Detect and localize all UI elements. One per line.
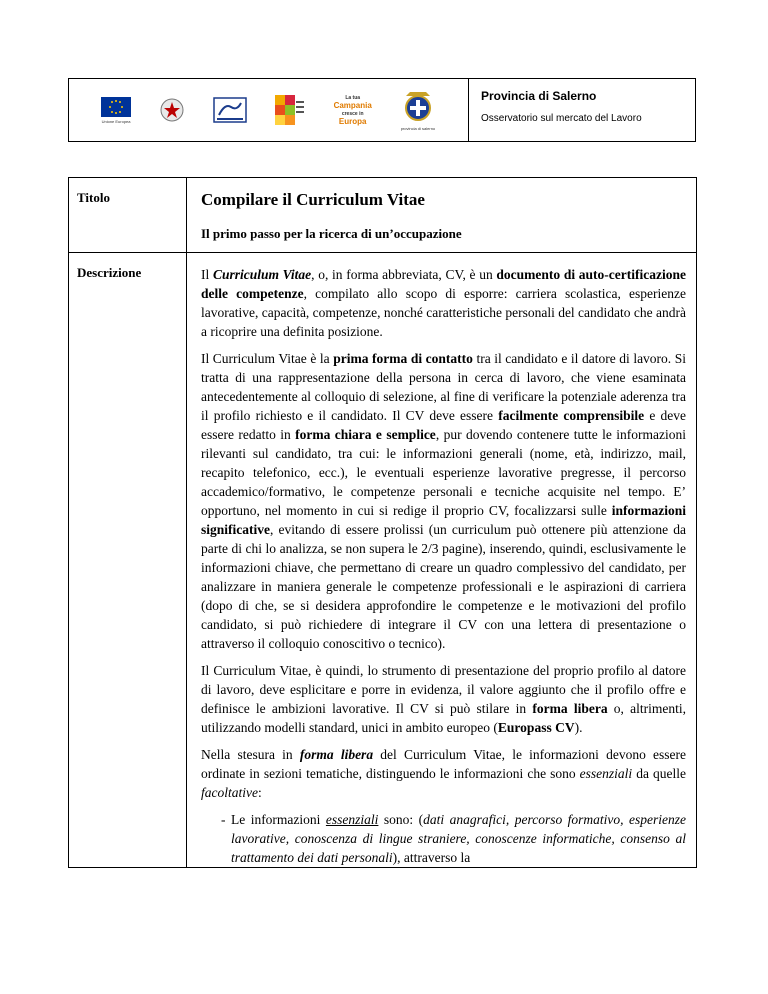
title-row [69,178,697,253]
description-row-label: Descrizione [69,253,187,868]
provincia-salerno-crest-logo [400,90,436,131]
text-span: , pur dovendo contenere tutte le informazioni rilevanti sul candidato, tra cui: le informazioni generali (nome, età, indirizzo, mail, recapito telefonico, ecc.), le eventuali esperienze lavorative pregresse, il percorso accademico/formativo, le competenze personali e tecniche acquisite nel tempo. E’ opportuno, nel momento in cui si redige il proprio CV, focalizzarsi sulle [201,427,686,518]
list-item [221,810,686,867]
text-span: , evitando di essere prolissi (un curriculum può ottenere più attenzione da parte di chi lo analizza, se non supera le 2/3 pagine), inserendo, quindi, esclusivamente le informazioni chiave, che permettano di creare un quadro complessivo del candidato, per analizzare in maniera generale le competenze professionali e le aspirazioni di carriera (dopo di che, se si desidera approfondire le competenze e le motivazioni del profilo candidato, si può richiedere di integrare il CV con una lettera di presentazione o attraverso il colloquio conoscitivo o tecnico). [201,522,686,651]
campania-europa-logo [334,94,372,126]
text-span: sono: ( [378,812,424,827]
text-span: o, altrimenti, utilizzando modelli standard, unici in ambito europeo ( [201,701,686,735]
emphasis-span: forma libera [299,747,374,762]
text-span: da quelle [632,766,686,781]
description-cell [187,253,697,868]
eu-flag-logo [101,97,131,124]
text-span: Il Curriculum Vitae, è quindi, lo strumento di presentazione del proprio profilo al datore di lavoro, deve esplicitare e porre in evidenza, il valore aggiunto che il profilo offre e definisce le ambizioni lavorative. Il CV si può stilare in [201,663,686,716]
title-cell [187,178,697,253]
bold-span: Europass CV [497,720,575,735]
paragraph-3 [201,661,686,737]
description-row [69,253,697,868]
text-span: Il [201,267,213,282]
paragraph-4 [201,745,686,802]
text-span: Il Curriculum Vitae è la [201,351,334,366]
text-span: ), attraverso la [392,850,471,865]
campania-logo-line4: Europa [338,117,367,126]
italic-span: essenziali [579,766,633,781]
fondo-sociale-europeo-logo [275,95,305,125]
paragraph-2 [201,349,686,653]
bold-span: informazioni significative [201,503,686,537]
italian-republic-emblem-logo [159,96,185,124]
bold-span: prima forma di contatto [333,351,473,366]
bold-span: documento di auto-certificazione delle competenze [201,267,686,301]
document-subtitle: Il primo passo per la ricerca di un’occupazione [201,226,462,241]
italic-span: facoltative [201,785,258,800]
bold-span: facilmente comprensibile [498,408,645,423]
content-table [68,177,697,868]
regione-campania-logo [213,97,247,123]
campania-logo-line3: cresce in [341,111,364,117]
essentials-list [201,810,686,867]
text-span: , compilato allo scopo di esporre: carriera scolastica, esperienze lavorative, capacità, competenze, nonché caratteristiche personali del candidato che andrà a ricoprire una definita posizione. [201,286,686,339]
text-span: : [257,785,262,800]
text-span: - Le informazioni [221,812,326,827]
italic-span: dati anagrafici, percorso formativo, esperienze lavorative, conoscenza di lingue straniere, conoscenze informatiche, consenso al trattamento dei dati personali [231,812,687,865]
campania-logo-line1: La tua [345,95,361,101]
document-header [68,78,696,144]
provincia-box [469,78,696,142]
text-span: del Curriculum Vitae, le informazioni devono essere ordinate in sezioni tematiche, distinguendo le informazioni che sono [201,747,687,781]
text-span: e deve essere redatto in [201,408,686,442]
underlined-span: essenziali [325,812,379,827]
campania-logo-line2: Campania [333,101,372,110]
paragraph-1 [201,265,686,341]
title-row-label: Titolo [69,178,187,253]
eu-logo-caption: Unione Europea [101,118,131,124]
provincia-logo-caption: provincia di salerno [400,125,436,131]
document-title: Compilare il Curriculum Vitae [201,190,425,209]
provincia-name: Provincia di Salerno [481,89,597,103]
osservatorio-name: Osservatorio sul mercato del Lavoro [481,113,642,124]
logo-strip [68,78,469,142]
text-span: tra il candidato e il datore di lavoro. Si tratta di una rappresentazione della persona in cerca di lavoro, che viene esaminata antecedentemente al colloquio di selezione, al fine di verificare la potenziale aderenza tra il profilo richiesto e il candidato. Il CV deve essere [201,351,687,423]
emphasis-span: Curriculum Vitae [212,267,312,282]
bold-span: forma libera [532,701,608,716]
text-span: ). [574,720,583,735]
text-span: Nella stesura in [201,747,300,762]
bold-span: forma chiara e semplice [295,427,436,442]
text-span: , o, in forma abbreviata, CV, è un [311,267,497,282]
